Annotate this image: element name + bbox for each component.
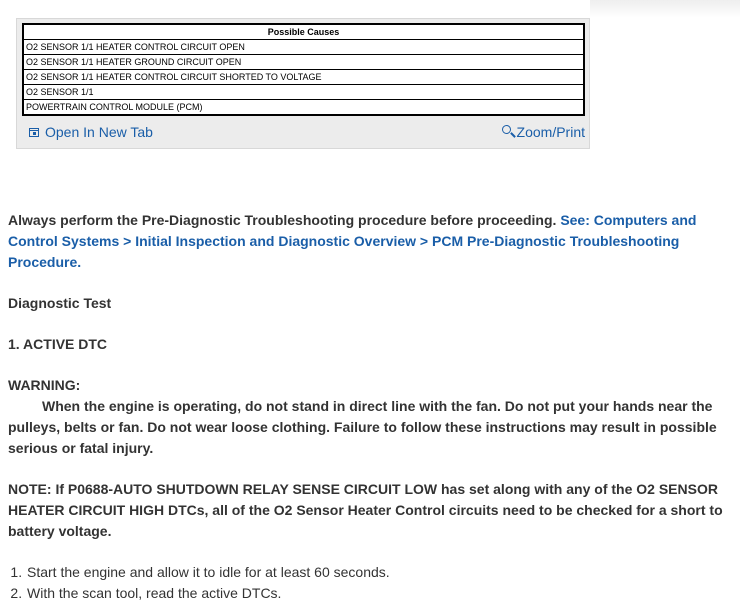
table-actions: [29, 124, 585, 144]
table-row: [23, 100, 584, 116]
steps-list: [8, 562, 732, 604]
possible-causes-panel: [16, 18, 590, 149]
table-cell: O2 SENSOR 1/1: [23, 85, 584, 100]
open-in-new-tab-link[interactable]: [29, 124, 153, 140]
warning-text: When the engine is operating, do not stand in direct line with the fan. Do not put your hands near the pulleys, belts or fan. Do not wear loose clothing. Failure to follow these instructions may result in possible serious or fatal injury.: [8, 398, 717, 456]
table-row: [23, 40, 584, 55]
warning-block: [8, 375, 732, 459]
procedure-content: [8, 210, 732, 604]
top-edge-shade: [590, 0, 740, 18]
new-tab-icon: [29, 128, 39, 137]
open-in-new-tab-label: Open In New Tab: [45, 124, 153, 140]
table-row: [23, 70, 584, 85]
table-cell: POWERTRAIN CONTROL MODULE (PCM): [26, 102, 203, 112]
table-header: Possible Causes: [23, 24, 584, 40]
list-item: 1. Start the engine and allow it to idle for at least 60 seconds.: [26, 562, 732, 583]
note-block: NOTE: If P0688-AUTO SHUTDOWN RELAY SENSE CIRCUIT LOW has set along with any of the O2 SENSOR HEATER CIRCUIT HIGH DTCs, all of the O2 Sensor Heater Control circuits need to be checked for a short to battery voltage.: [8, 481, 723, 539]
warning-label: WARNING:: [8, 377, 81, 393]
zoom-icon: [502, 125, 511, 134]
list-item: 2. With the scan tool, read the active DTCs.: [26, 583, 732, 604]
possible-causes-table: [22, 23, 585, 116]
table-cell: O2 SENSOR 1/1 HEATER CONTROL CIRCUIT OPEN: [23, 40, 584, 55]
intro-paragraph: [8, 210, 732, 273]
zoom-print-label: Zoom/Print: [516, 124, 585, 140]
table-cell: O2 SENSOR 1/1 HEATER GROUND CIRCUIT OPEN: [23, 55, 584, 70]
pre-diagnostic-link[interactable]: See: Computers and Control Systems > Initial Inspection and Diagnostic Overview > PCM Pre-Diagnostic Troubleshooting Procedure.: [8, 212, 697, 270]
table-cell: O2 SENSOR 1/1 HEATER CONTROL CIRCUIT SHORTED TO VOLTAGE: [23, 70, 584, 85]
table-row: [23, 85, 584, 100]
intro-text: Always perform the Pre-Diagnostic Troubleshooting procedure before proceeding.: [8, 212, 557, 228]
zoom-print-link[interactable]: [502, 124, 585, 140]
active-dtc-heading: 1. ACTIVE DTC: [8, 336, 108, 352]
diagnostic-test-heading: Diagnostic Test: [8, 295, 112, 311]
table-row: [23, 55, 584, 70]
